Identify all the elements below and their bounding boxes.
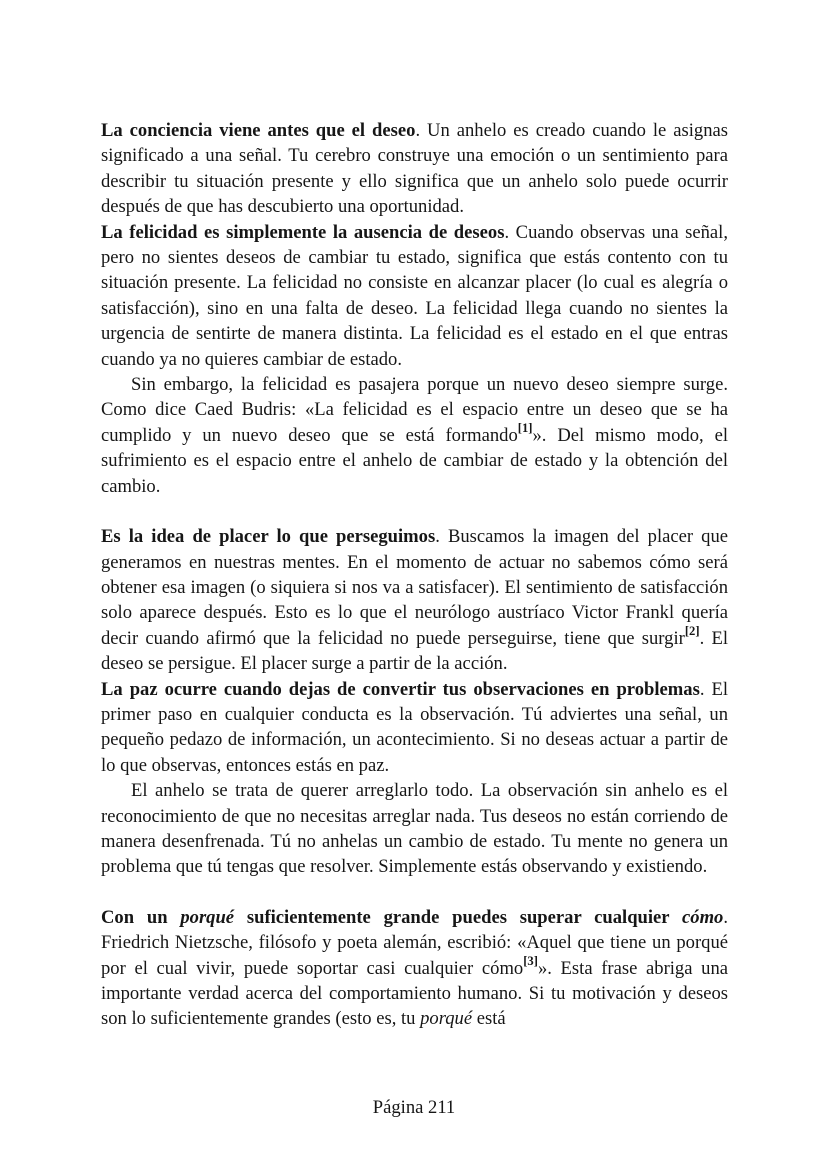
paragraph-gap bbox=[101, 880, 728, 905]
footnote-ref-2[interactable]: [2] bbox=[684, 624, 700, 639]
paragraph-felicidad-pasajera: Sin embargo, la felicidad es pasajera porque un nuevo deseo siempre surge. Como dice Caed Budris: «La felicidad es el espacio entre un deseo que se ha cumplido y un nuevo deseo que se está formando[1]». Del mismo modo, el sufrimiento es el espacio entre el anhelo de cambiar de estado y la obtención del cambio. bbox=[101, 374, 728, 497]
paragraph-gap bbox=[101, 499, 728, 524]
footnote-ref-1[interactable]: [1] bbox=[517, 421, 533, 436]
paragraph-paz: La paz ocurre cuando dejas de convertir tus observaciones en problemas. El primer paso en cualquier conducta es la observación. Tú adviertes una señal, un pequeño pedazo de información, un acontecimiento. Si no deseas actuar a partir de lo que observas, entonces estás en paz. bbox=[101, 678, 728, 776]
page-number: Página 211 bbox=[372, 1097, 456, 1118]
page-body bbox=[101, 118, 728, 1032]
paragraph-porque: Con un porqué suficientemente grande puedes superar cualquier cómo. Friedrich Nietzsche, filósofo y poeta alemán, escribió: «Aquel que tiene un porqué por el cual vivir, puede soportar casi cualquier cómo[3]». Esta frase abriga una importante verdad acerca del comportamiento humano. Si tu motivación y deseos son lo suficientemente grandes (esto es, tu porqué está bbox=[101, 906, 728, 1030]
section-heading: La paz ocurre cuando dejas de convertir tus observaciones en problemas bbox=[101, 678, 700, 700]
section-heading: La felicidad es simplemente la ausencia de deseos bbox=[101, 221, 505, 243]
paragraph-felicidad: La felicidad es simplemente la ausencia de deseos. Cuando observas una señal, pero no sientes deseos de cambiar tu estado, significa que estás contento con tu situación presente. La felicidad no consiste en alcanzar placer (lo cual es alegría o satisfacción), sino en una falta de deseo. La felicidad llega cuando no sientes la urgencia de sentirte de manera distinta. La felicidad es el estado en el que entras cuando ya no quieres cambiar de estado. bbox=[101, 221, 728, 370]
section-heading: Con un porqué suficientemente grande puedes superar cualquier cómo bbox=[101, 906, 724, 928]
section-heading: Es la idea de placer lo que perseguimos bbox=[101, 526, 436, 548]
paragraph-idea-de-placer: Es la idea de placer lo que perseguimos. Buscamos la imagen del placer que generamos en nuestras mentes. En el momento de actuar no sabemos cómo será obtener esa imagen (o siquiera si nos va a satisfacer). El sentimiento de satisfacción solo aparece después. Esto es lo que el neurólogo austríaco Victor Frankl quería decir cuando afirmó que la felicidad no puede perseguirse, tiene que surgir[2]. El deseo se persigue. El placer surge a partir de la acción. bbox=[101, 526, 729, 675]
paragraph-anhelo: El anhelo se trata de querer arreglarlo todo. La observación sin anhelo es el reconocimiento de que no necesitas arreglar nada. Tus deseos no están corriendo de manera desenfrenada. Tú no anhelas un cambio de estado. Tu mente no genera un problema que tú tengas que resolver. Simplemente estás observando y existiendo. bbox=[101, 780, 728, 878]
section-heading: La conciencia viene antes que el deseo bbox=[101, 120, 416, 141]
footnote-ref-3[interactable]: [3] bbox=[523, 954, 538, 969]
paragraph-conciencia: La conciencia viene antes que el deseo. Un anhelo es creado cuando le asignas significado a una señal. Tu cerebro construye una emoción o un sentimiento para describir tu situación presente y ello significa que un anhelo solo puede ocurrir después de que has descubierto una oportunidad. bbox=[101, 120, 728, 218]
